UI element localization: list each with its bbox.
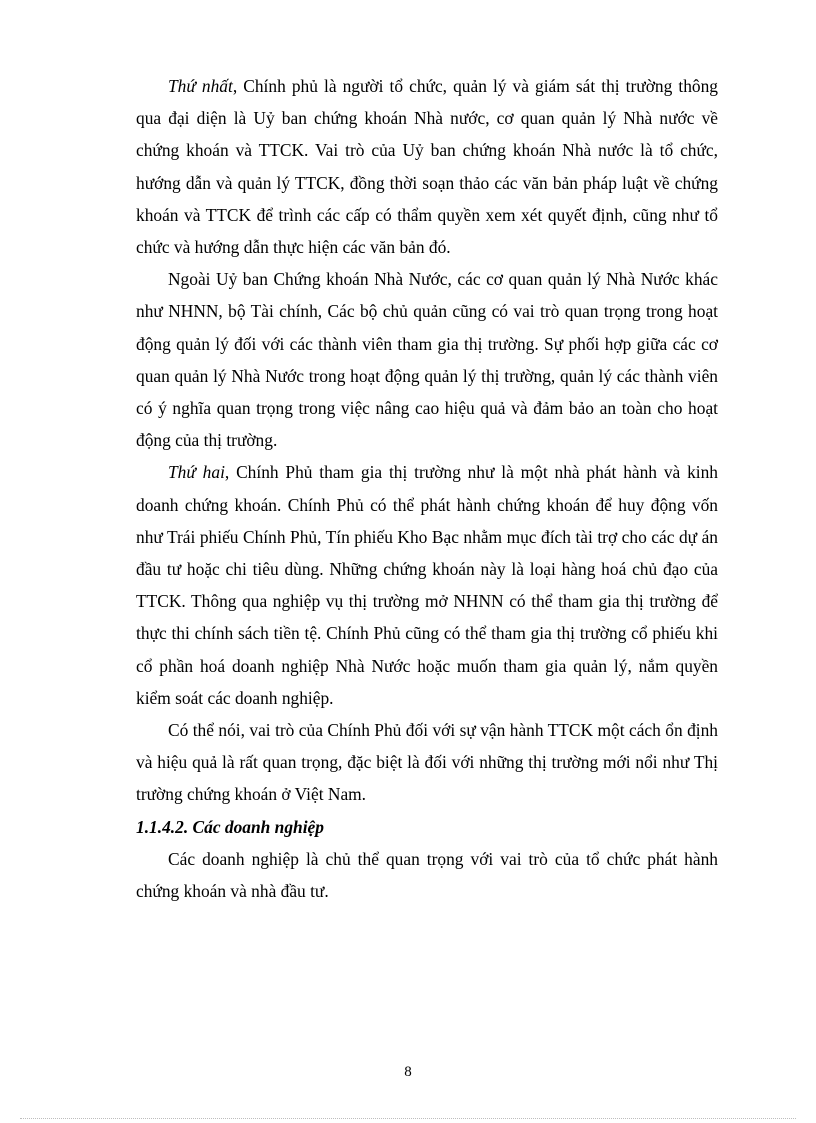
page-number: 8 xyxy=(404,1064,412,1080)
document-page xyxy=(136,70,718,907)
paragraph-text: Có thể nói, vai trò của Chính Phủ đối với sự vận hành TTCK một cách ổn định và hiệu quả là rất quan trọng, đặc biệt là đối với những thị trường mới nổi như Thị trường chứng khoán ở Việt Nam. xyxy=(136,720,718,805)
paragraph-co-the-noi xyxy=(136,714,718,811)
paragraph-lead-italic: Thứ hai xyxy=(168,462,225,483)
page-bottom-divider xyxy=(20,1118,796,1119)
paragraph-text: , Chính phủ là người tổ chức, quản lý và giám sát thị trường thông qua đại diện là Uỷ ban chứng khoán Nhà nước, cơ quan quản lý Nhà nước về chứng khoán và TTCK. Vai trò của Uỷ ban chứng khoán Nhà nước là tổ chức, hướng dẫn và quản lý TTCK, đồng thời soạn thảo các văn bản pháp luật về chứng khoán và TTCK để trình các cấp có thẩm quyền xem xét quyết định, cũng như tổ chức và hướng dẫn thực hiện các văn bản đó. xyxy=(136,76,718,258)
section-heading: 1.1.4.2. Các doanh nghiệp xyxy=(136,816,324,837)
paragraph-lead-italic: Thứ nhất xyxy=(168,76,233,96)
paragraph-text: Ngoài Uỷ ban Chứng khoán Nhà Nước, các cơ quan quản lý Nhà Nước khác như NHNN, bộ Tài chính, Các bộ chủ quản cũng có vai trò quan trọng trong hoạt động quản lý đối với các thành viên tham gia thị trường. Sự phối hợp giữa các cơ quan quản lý Nhà Nước trong hoạt động quản lý thị trường, quản lý các thành viên có ý nghĩa quan trọng trong việc nâng cao hiệu quả và đảm bảo an toàn cho hoạt động của thị trường. xyxy=(136,269,718,451)
paragraph-cac-doanh-nghiep xyxy=(136,843,718,907)
paragraph-text: Các doanh nghiệp là chủ thể quan trọng với vai trò của tổ chức phát hành chứng khoán và nhà đầu tư. xyxy=(136,848,718,902)
paragraph-thu-nhat xyxy=(136,70,718,263)
paragraph-thu-hai xyxy=(136,456,718,714)
paragraph-ngoai-uy-ban xyxy=(136,263,718,456)
paragraph-text: , Chính Phủ tham gia thị trường như là một nhà phát hành và kinh doanh chứng khoán. Chính Phủ có thể phát hành chứng khoán để huy động vốn như Trái phiếu Chính Phủ, Tín phiếu Kho Bạc nhằm mục đích tài trợ cho các dự án đầu tư hoặc chi tiêu dùng. Những chứng khoán này là loại hàng hoá chủ đạo của TTCK. Thông qua nghiệp vụ thị trường mở NHNN có thể tham gia thị trường để thực thi chính sách tiền tệ. Chính Phủ cũng có thể tham gia thị trường cổ phiếu khi cổ phần hoá doanh nghiệp Nhà Nước hoặc muốn tham gia quản lý, nắm quyền kiểm soát các doanh nghiệp. xyxy=(136,462,718,708)
